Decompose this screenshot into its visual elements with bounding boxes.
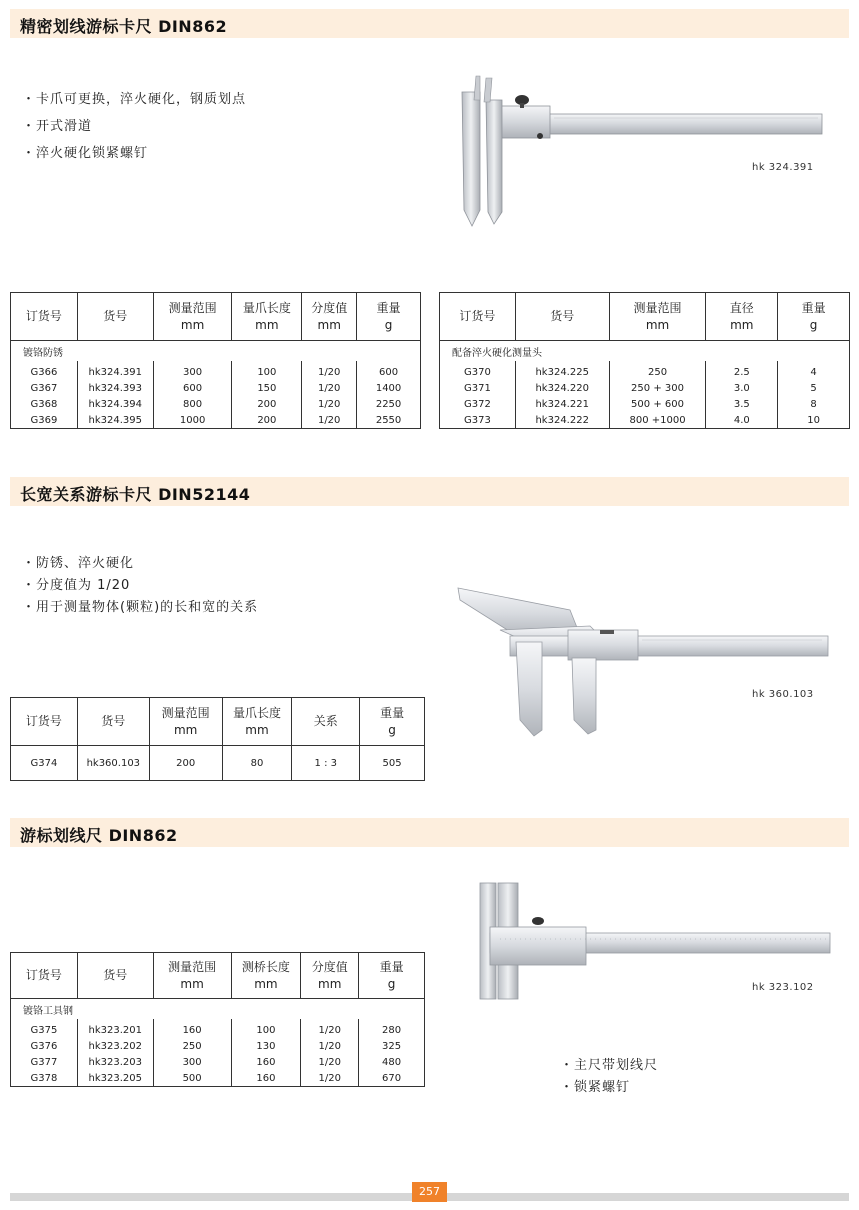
- table-row: G375 hk323.201 160 100 1/20 280: [11, 1019, 425, 1038]
- col-header: 订货号: [11, 698, 78, 746]
- feature-item: ・淬火硬化锁紧螺钉: [22, 146, 149, 161]
- col-header: 货号: [77, 953, 153, 999]
- page-number: 257: [412, 1182, 447, 1202]
- table-row: G378 hk323.205 500 160 1/20 670: [11, 1070, 425, 1087]
- feature-item: ・分度值为 1/20: [22, 578, 131, 593]
- spec-table-4: [10, 952, 425, 1087]
- table-subheading: 配备淬火硬化测量头: [452, 347, 542, 359]
- table-row: G366 hk324.391 300 100 1/20 600: [11, 361, 421, 380]
- table-row: G371 hk324.220 250 + 300 3.0 5: [440, 380, 850, 396]
- col-header: 关系: [292, 698, 360, 746]
- col-header: 分度值 mm: [302, 293, 357, 341]
- model-number-3: hk 323.102: [752, 982, 814, 993]
- table-row: G370 hk324.225 250 2.5 4: [440, 361, 850, 380]
- spec-table-3: [10, 697, 425, 781]
- model-number-1: hk 324.391: [752, 162, 814, 173]
- section-title-1: 精密划线游标卡尺 DIN862: [20, 17, 228, 36]
- col-header: 测量范围 mm: [609, 293, 706, 341]
- table-header-row: [11, 953, 425, 999]
- feature-list-3: [560, 1055, 658, 1099]
- col-header: 重量 g: [778, 293, 850, 341]
- col-header: 量爪长度 mm: [232, 293, 302, 341]
- feature-item: ・主尺带划线尺: [560, 1058, 659, 1073]
- col-header: 订货号: [11, 293, 78, 341]
- feature-item: ・开式滑道: [22, 119, 93, 134]
- col-header: 测量范围 mm: [149, 698, 222, 746]
- feature-list-1: [22, 86, 246, 167]
- feature-item: ・用于测量物体(颗粒)的长和宽的关系: [22, 600, 259, 615]
- col-header: 测量范围 mm: [153, 953, 231, 999]
- section-title-3: 游标划线尺 DIN862: [20, 826, 178, 845]
- col-header: 直径 mm: [706, 293, 778, 341]
- caliper-image-1: [450, 70, 840, 230]
- table-row: G367 hk324.393 600 150 1/20 1400: [11, 380, 421, 396]
- col-header: 订货号: [11, 953, 78, 999]
- table-subheading: 镀铬工具钢: [23, 1005, 73, 1017]
- table-subheading: 镀铬防锈: [23, 347, 63, 359]
- model-number-2: hk 360.103: [752, 689, 814, 700]
- spec-table-1: [10, 292, 421, 429]
- col-header: 订货号: [440, 293, 516, 341]
- feature-item: ・防锈、淬火硬化: [22, 556, 135, 571]
- col-header: 重量 g: [360, 698, 425, 746]
- section-title-2: 长宽关系游标卡尺 DIN52144: [20, 485, 251, 504]
- table-row: G377 hk323.203 300 160 1/20 480: [11, 1054, 425, 1070]
- section-header-2: [10, 477, 849, 506]
- table-header-row: [11, 293, 421, 341]
- section-header-3: [10, 818, 849, 847]
- table-row: G374 hk360.103 200 80 1 : 3 505: [11, 746, 425, 781]
- table-header-row: [440, 293, 850, 341]
- col-header: 货号: [77, 698, 149, 746]
- feature-list-2: [22, 553, 258, 619]
- col-header: 重量 g: [359, 953, 425, 999]
- col-header: 重量 g: [357, 293, 421, 341]
- col-header: 货号: [515, 293, 609, 341]
- table-row: G369 hk324.395 1000 200 1/20 2550: [11, 412, 421, 429]
- table-row: G368 hk324.394 800 200 1/20 2250: [11, 396, 421, 412]
- table-row: G376 hk323.202 250 130 1/20 325: [11, 1038, 425, 1054]
- col-header: 测量范围 mm: [153, 293, 232, 341]
- feature-item: ・锁紧螺钉: [560, 1080, 631, 1095]
- col-header: 分度值 mm: [301, 953, 359, 999]
- table-header-row: [11, 698, 425, 746]
- table-row: G372 hk324.221 500 + 600 3.5 8: [440, 396, 850, 412]
- table-row: G373 hk324.222 800 +1000 4.0 10: [440, 412, 850, 429]
- col-header: 货号: [77, 293, 153, 341]
- section-header-1: [10, 9, 849, 38]
- caliper-image-2: [450, 580, 840, 740]
- col-header: 量爪长度 mm: [222, 698, 292, 746]
- spec-table-2: [439, 292, 850, 429]
- col-header: 测桥长度 mm: [231, 953, 301, 999]
- feature-item: ・卡爪可更换，淬火硬化，钢质划点: [22, 92, 247, 107]
